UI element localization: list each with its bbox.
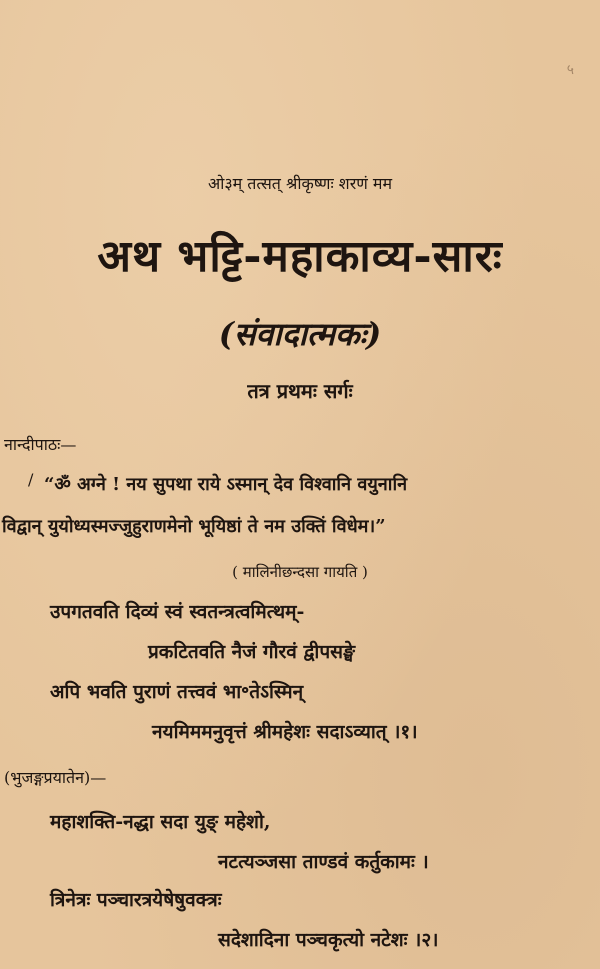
- verse-2-line-4: सदेशादिना पञ्चकृत्यो नटेशः ।२।: [218, 929, 439, 951]
- page-subtitle: (संवादात्मकः): [218, 315, 382, 353]
- chapter-heading: तत्र प्रथमः सर्गः: [247, 379, 353, 403]
- margin-mark: /: [28, 470, 34, 489]
- verse-1-line-4: नयमिममनुवृत्तं श्रीमहेशः सदाऽव्यात् ।१।: [152, 721, 418, 743]
- verse-1-line-1: उपगतवति दिव्यं स्वं स्वतन्त्रत्वमित्थम्-: [50, 601, 305, 623]
- verse-1-line-3: अपि भवति पुराणं तत्त्ववं भा॰तेऽस्मिन्: [50, 681, 304, 703]
- page-number: ५: [566, 62, 574, 78]
- page-title: अथ भट्टि-महाकाव्य-सारः: [97, 231, 503, 282]
- mantra-line-2: विद्वान् युयोध्यस्मज्जुहुराणमेनो भूयिष्ठां ते नम उक्तिं विधेम।”: [2, 516, 386, 537]
- verse-1-line-2: प्रकटितवति नैजं गौरवं द्वीपसङ्घे: [148, 641, 355, 663]
- mantra-line-1: “ॐ अग्ने ! नय सुपथा राये ऽस्मान् देव विश्वानि वयुनानि: [44, 474, 408, 495]
- verse-2-line-3: त्रिनेत्रः पञ्चारत्रयेषेषुवक्त्रः: [50, 889, 222, 911]
- verse-2-line-2: नटत्यञ्जसा ताण्डवं कर्तुकामः ।: [218, 851, 429, 873]
- meter-label-bhujanga: (भुजङ्गप्रयातेन)—: [4, 768, 107, 787]
- nandi-label: नान्दीपाठः—: [4, 435, 77, 454]
- invocation-line: ओ३म् तत्सत् श्रीकृष्णः शरणं मम: [207, 174, 393, 193]
- meter-label-malini: ( मालिनीछन्दसा गायति ): [232, 563, 368, 581]
- verse-2-line-1: महाशक्ति-नद्धा सदा युङ् महेशो,: [50, 811, 271, 833]
